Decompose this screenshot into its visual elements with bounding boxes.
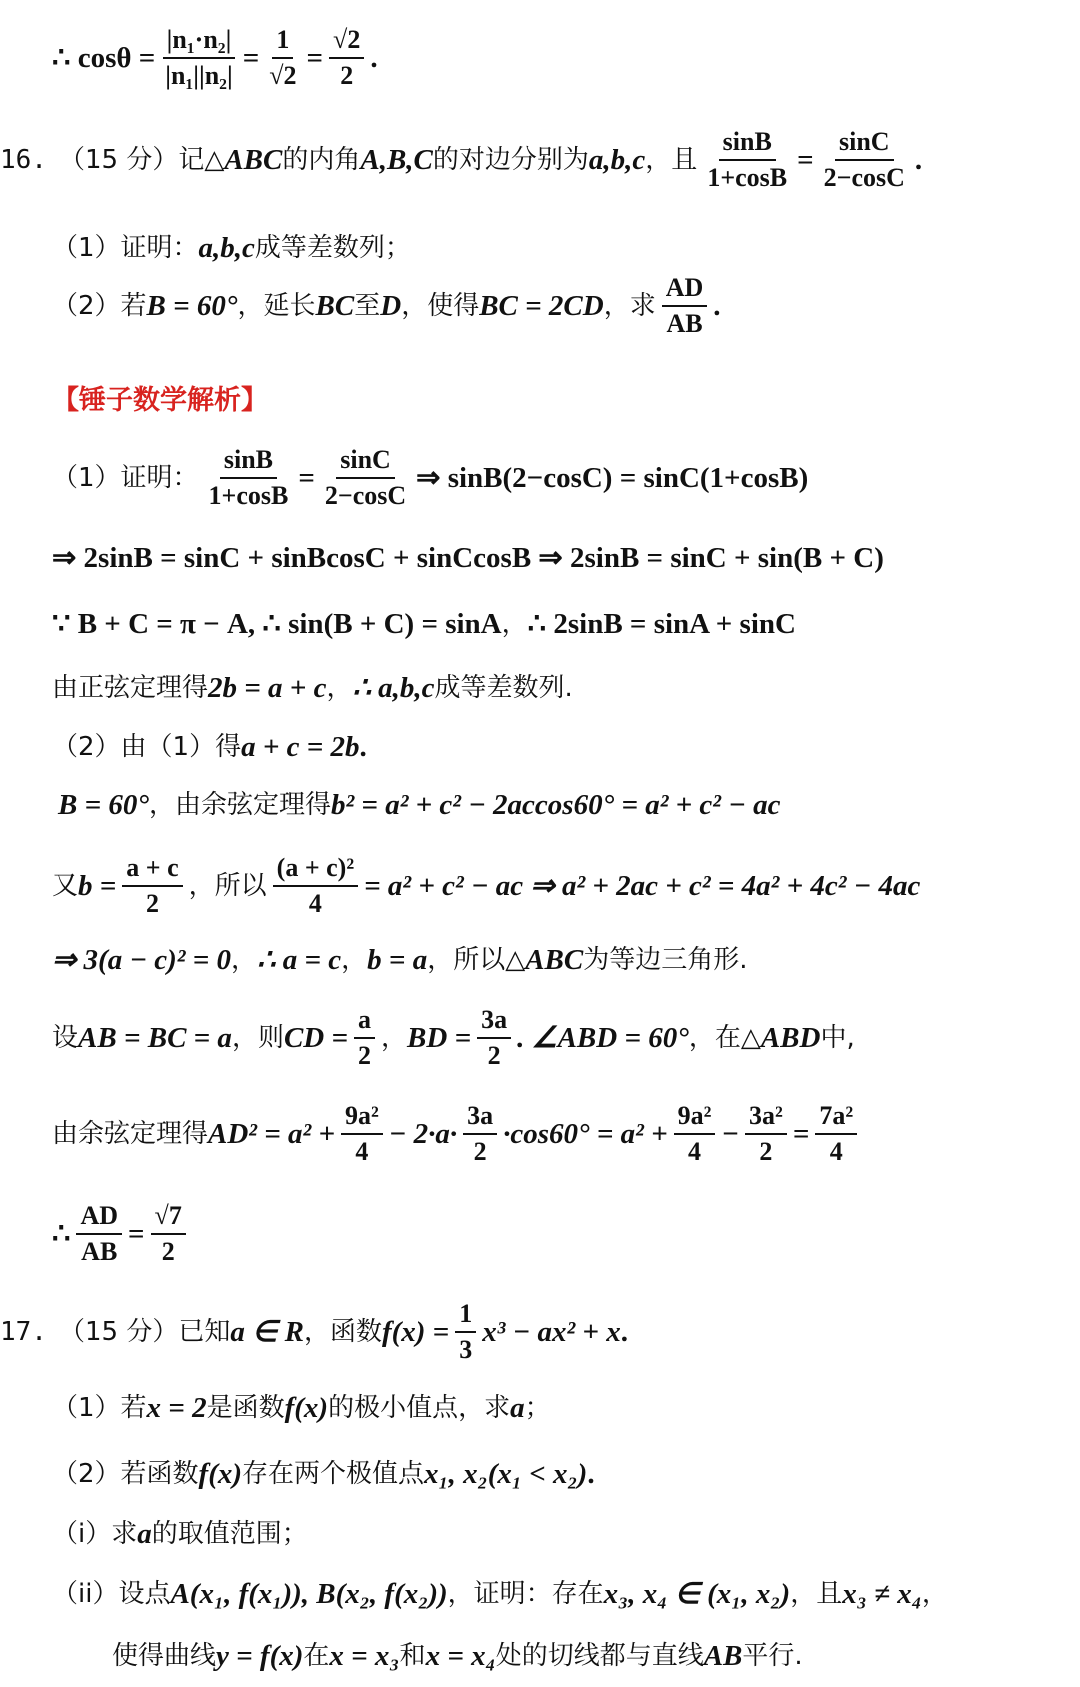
fraction (662, 275, 708, 337)
math-text: − (721, 1117, 739, 1150)
question-text: 成等差数列； (254, 233, 411, 263)
question-text: ，使得 (401, 291, 480, 321)
question-text: 处的切线都与直线 (495, 1641, 704, 1671)
math-text: ∵ B + C = π − A, ∴ sin(B + C) = sinA (52, 607, 502, 640)
question-text: （1）若 (52, 1393, 147, 1423)
solution-text: ， (501, 609, 528, 639)
question-17-part-1 (0, 1388, 1080, 1428)
question-text: ， (921, 1579, 948, 1609)
cos-theta-line (0, 18, 1080, 98)
question-number: 16. (0, 145, 47, 175)
denominator: 2 (340, 61, 354, 90)
denominator: √2 (269, 61, 297, 90)
math-text: D (380, 289, 402, 322)
question-text: ，且 (645, 145, 698, 175)
math-text: = (306, 41, 324, 74)
numerator: √7 (151, 1203, 186, 1235)
solution-line-11 (0, 1196, 1080, 1272)
math-text: a (137, 1517, 152, 1550)
fraction (329, 27, 364, 89)
numerator: 7a² (815, 1103, 857, 1135)
denominator: 3 (459, 1335, 473, 1364)
math-text: . (914, 143, 923, 176)
denominator: 2 (473, 1137, 487, 1166)
math-text: a,b,c (588, 143, 646, 176)
question-text: 和 (399, 1641, 426, 1671)
question-text: （ii）设点 (52, 1579, 171, 1609)
denominator: 1+cosB (208, 481, 289, 510)
denominator: 4 (829, 1137, 843, 1166)
math-text: ABC (525, 943, 584, 976)
solution-text: 为等边三角形. (583, 945, 748, 975)
fraction (354, 1007, 375, 1069)
denominator: 4 (355, 1137, 369, 1166)
fraction (205, 447, 293, 509)
math-text: y = f(x) (216, 1639, 304, 1672)
solution-text: （1）证明： (52, 463, 199, 493)
numerator: (a + c)² (273, 855, 358, 887)
math-text: = (298, 461, 315, 494)
denominator: 2−cosC (324, 481, 407, 510)
denominator: 2 (145, 889, 159, 918)
solution-line-6 (0, 785, 1080, 825)
math-text: x₃ ≠ x₄ (842, 1577, 922, 1610)
numerator: |n₁·n₂| (163, 27, 236, 59)
fraction (455, 1301, 476, 1363)
math-text: CD = (283, 1021, 349, 1054)
question-16 (0, 128, 1080, 192)
math-text: = a² + c² − ac ⇒ a² + 2ac + c² = 4a² + 4c² − 4ac (364, 869, 921, 902)
numerator: sinC (336, 447, 395, 479)
numerator: a (354, 1007, 375, 1039)
question-text: 是函数 (206, 1393, 285, 1423)
solution-line-8 (0, 940, 1080, 980)
math-text: x = x₃ (329, 1639, 400, 1672)
math-text: x₃, x₄ ∈ (x₁, x₂) (603, 1577, 791, 1610)
math-text: f(x) = (381, 1315, 450, 1348)
question-text: 的取值范围； (151, 1519, 308, 1549)
question-text: ，且 (790, 1579, 843, 1609)
math-text: 2b = a + c (208, 671, 327, 704)
fraction (674, 1103, 716, 1165)
fraction (151, 1203, 186, 1265)
solution-line-1 (0, 440, 1080, 516)
question-text: 的极小值点，求 (328, 1393, 511, 1423)
math-text: ∴ 2sinB = sinA + sinC (527, 607, 796, 640)
denominator: 2 (487, 1041, 501, 1070)
solution-text: 中, (820, 1023, 855, 1053)
math-text: ⇒ sinB(2−cosC) = sinC(1+cosB) (416, 461, 809, 494)
question-text: 在 (303, 1641, 330, 1671)
math-text: . ∠ABD = 60° (517, 1021, 689, 1054)
math-text: x₁, x₂(x₁ < x₂) (424, 1457, 588, 1490)
math-text: B = 60° (58, 788, 149, 821)
question-text: （2）若函数 (52, 1459, 199, 1489)
math-text: AD² = a² + (208, 1117, 335, 1150)
math-text: A,B,C (360, 143, 433, 176)
math-text: ∴ a,b,c (352, 671, 435, 704)
fraction (122, 855, 182, 917)
question-text: ； (524, 1393, 551, 1423)
math-text: BC (315, 289, 355, 322)
question-number: 17. (0, 1317, 47, 1347)
math-text: f(x) (198, 1457, 243, 1490)
solution-text: 设 (52, 1023, 79, 1053)
math-text: ∴ a = c (257, 943, 342, 976)
math-text: BD = (407, 1021, 472, 1054)
math-text: = (128, 1217, 145, 1250)
denominator: 2−cosC (823, 163, 905, 192)
math-text: . (713, 289, 721, 322)
question-17-part-2-ii-continued (0, 1636, 1080, 1676)
math-text: b = (78, 869, 117, 902)
question-text: （i）求 (52, 1519, 138, 1549)
math-text: BC = 2CD (479, 289, 604, 322)
math-text: = (797, 143, 814, 176)
question-text: 的对边分别为 (432, 145, 589, 175)
math-text: ∴ cosθ = (52, 41, 156, 74)
denominator: 2 (358, 1041, 372, 1070)
math-text: x³ − ax² + x (482, 1315, 621, 1348)
solution-line-4 (0, 668, 1080, 708)
math-text: A(x₁, f(x₁)), B(x₂, f(x₂)) (170, 1577, 448, 1610)
question-text: ，延长 (237, 291, 316, 321)
solution-line-3 (0, 604, 1080, 644)
math-text: = (792, 1117, 810, 1150)
solution-line-9 (0, 1000, 1080, 1076)
denominator: AB (666, 309, 703, 338)
question-17-part-2 (0, 1454, 1080, 1494)
numerator: sinC (835, 129, 894, 161)
heading-text: 【锤子数学解析】 (52, 384, 268, 416)
solution-text: ，在△ (688, 1023, 761, 1053)
numerator: 9a² (341, 1103, 383, 1135)
math-text: − 2·a· (388, 1117, 458, 1150)
denominator: 4 (688, 1137, 702, 1166)
numerator: 3a (477, 1007, 511, 1039)
numerator: sinB (220, 447, 277, 479)
question-text: ，函数 (303, 1317, 382, 1347)
denominator: 2 (759, 1137, 773, 1166)
math-text: a,b,c (198, 231, 255, 264)
solution-text: 又 (52, 871, 79, 901)
fraction (703, 129, 791, 191)
math-text: ⇒ 2sinB = sinC + sinBcosC + sinCcosB ⇒ 2sinB = sinC + sin(B + C) (52, 541, 884, 574)
question-text: 平行. (742, 1641, 803, 1671)
solution-text: ， (326, 673, 353, 703)
solution-text: ， (341, 945, 368, 975)
question-17-part-2-i (0, 1514, 1080, 1554)
solution-line-10 (0, 1096, 1080, 1172)
numerator: 3a² (745, 1103, 787, 1135)
math-text: ABC (224, 143, 283, 176)
fraction (265, 27, 300, 89)
question-text: 的内角 (282, 145, 361, 175)
math-text: AB (703, 1639, 743, 1672)
fraction (815, 1103, 857, 1165)
math-text: ·cos60° = a² + (503, 1117, 668, 1150)
solution-text: ，由余弦定理得 (148, 790, 331, 820)
question-text: ，证明：存在 (447, 1579, 604, 1609)
math-text: . (359, 730, 367, 763)
solution-text: 成等差数列. (434, 673, 573, 703)
question-17 (0, 1294, 1080, 1370)
question-16-part-1 (0, 228, 1080, 268)
numerator: 1 (455, 1301, 476, 1333)
math-text: ABD (760, 1021, 821, 1054)
numerator: 9a² (674, 1103, 716, 1135)
solution-line-7 (0, 848, 1080, 924)
solution-text: ， (231, 945, 258, 975)
solution-text: 由余弦定理得 (52, 1119, 209, 1149)
math-text: f(x) (284, 1391, 329, 1424)
fraction (745, 1103, 787, 1165)
fraction (820, 129, 909, 191)
math-text: B = 60° (146, 289, 238, 322)
math-text: a ∈ R (230, 1315, 304, 1348)
question-16-part-2 (0, 268, 1080, 344)
question-text: 至 (354, 291, 381, 321)
question-text: 使得曲线 (112, 1641, 217, 1671)
math-text: AB = BC = a (78, 1021, 232, 1054)
math-text: . (587, 1457, 595, 1490)
fraction (76, 1203, 122, 1265)
numerator: √2 (329, 27, 364, 59)
solution-line-2 (0, 538, 1080, 578)
fraction (477, 1007, 511, 1069)
question-text: （15 分）已知 (58, 1317, 231, 1347)
question-text: （1）证明： (52, 233, 199, 263)
question-17-part-2-ii (0, 1574, 1080, 1614)
question-text: ，求 (603, 291, 656, 321)
solution-line-5 (0, 727, 1080, 767)
question-text: （15 分）记△ (58, 145, 225, 175)
solution-text: ，所以 (188, 871, 267, 901)
solution-heading (0, 380, 1080, 420)
solution-text: ， (381, 1023, 408, 1053)
math-text: x = 2 (146, 1391, 207, 1424)
math-text: = (242, 41, 260, 74)
numerator: a + c (122, 855, 182, 887)
math-text: a (510, 1391, 525, 1424)
fraction (273, 855, 358, 917)
question-text: 存在两个极值点 (242, 1459, 425, 1489)
denominator: AB (81, 1237, 118, 1266)
solution-text: ，所以△ (427, 945, 526, 975)
math-text: ⇒ 3(a − c)² = 0 (52, 943, 232, 976)
denominator: 4 (308, 889, 322, 918)
numerator: sinB (719, 129, 776, 161)
numerator: AD (662, 275, 708, 307)
question-text: （2）若 (52, 291, 147, 321)
math-text: . (620, 1315, 628, 1348)
math-text: ∴ (52, 1217, 71, 1250)
math-text: x = x₄ (425, 1639, 496, 1672)
fraction (321, 447, 410, 509)
math-text: b² = a² + c² − 2accos60° = a² + c² − ac (330, 788, 781, 821)
math-text: b = a (367, 943, 428, 976)
solution-text: 由正弦定理得 (52, 673, 209, 703)
math-text: a + c = 2b (241, 730, 360, 763)
solution-text: （2）由（1）得 (52, 732, 242, 762)
denominator: 2 (161, 1237, 175, 1266)
fraction (161, 27, 236, 89)
denominator: |n₁||n₂| (165, 61, 233, 90)
denominator: 1+cosB (707, 163, 788, 192)
math-text: . (370, 41, 378, 74)
solution-text: ，则 (231, 1023, 284, 1053)
numerator: 3a (463, 1103, 497, 1135)
fraction (341, 1103, 383, 1165)
fraction (463, 1103, 497, 1165)
numerator: 1 (272, 27, 293, 59)
numerator: AD (76, 1203, 122, 1235)
